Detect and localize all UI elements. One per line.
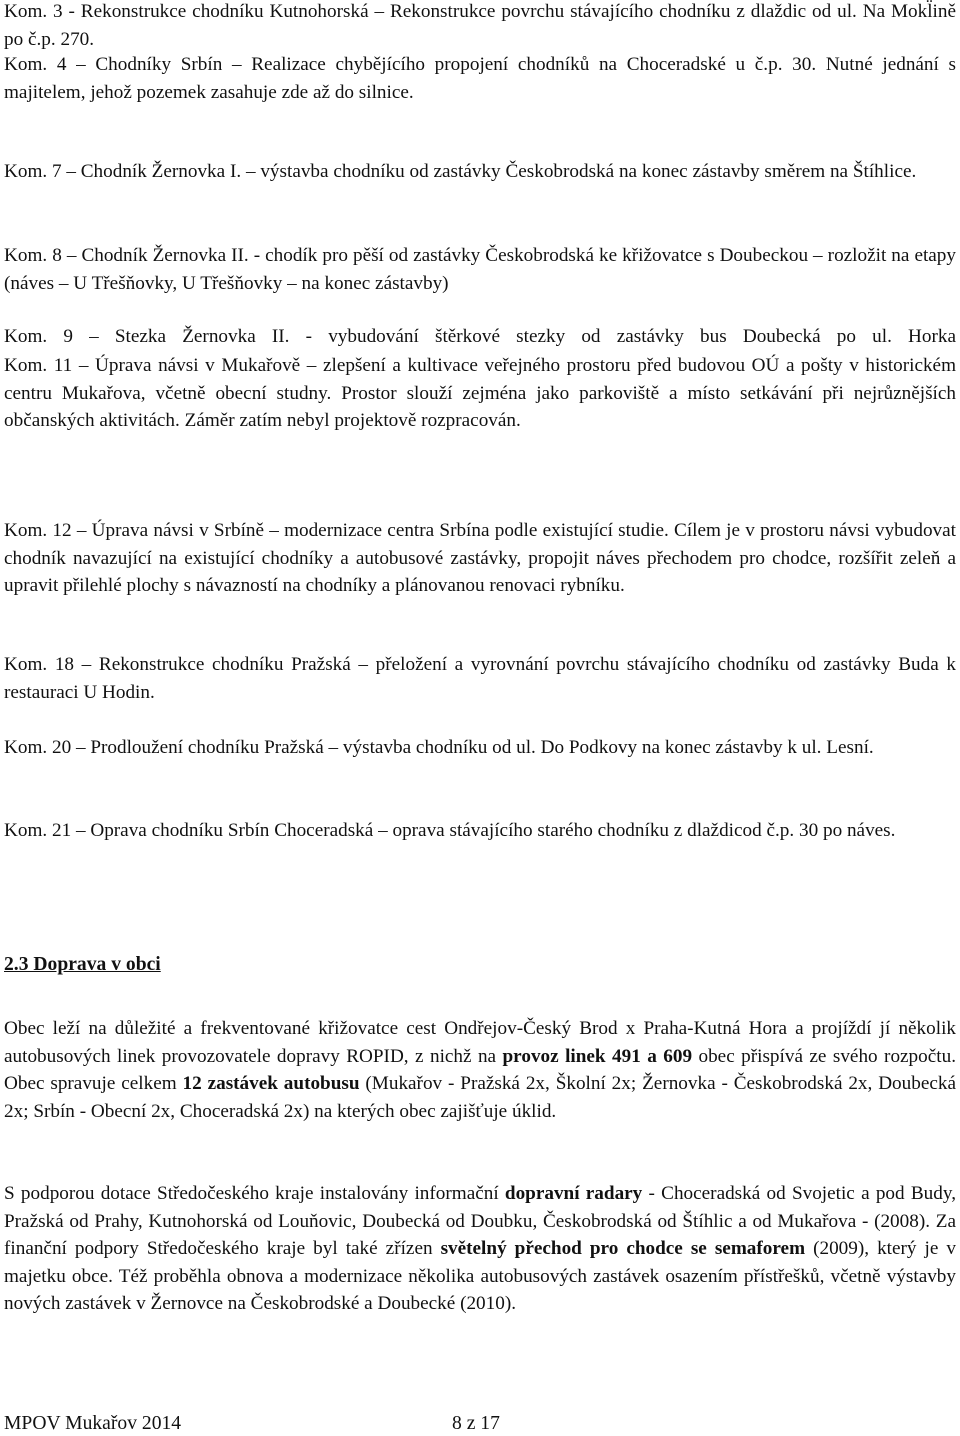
section-heading: 2.3 Doprava v obci xyxy=(4,954,161,975)
item-kom-4: Kom. 4 – Chodníky Srbín – Realizace chybějícího propojení chodníků na Choceradské u č.p. 30. Nutné jednání s majitelem, jehož pozemek zasahuje zde až do silnice. xyxy=(4,54,956,103)
page-footer xyxy=(4,1412,500,1436)
item-kom-11: Kom. 11 – Úprava návsi v Mukařově – zlepšení a kultivace veřejného prostoru před budovou OÚ a pošty v historickém centru Mukařova, včetně obecní studny. Prostor slouží zejména jako parkoviště a místo setkávání při nejrůznějších občanských aktivitách. Záměr zatím nebyl projektově rozpracován. xyxy=(4,355,956,432)
p1-text-d: (Mukařov - Pražská 2x, Školní 2x; Žernovka - Českobrodská 2x, Doubecká 2x; Srbín - Obecní 2x, Choceradská 2x) na kterých obec zajišťuje úklid. xyxy=(4,1073,956,1122)
p2-bold-crossing: světelný přechod pro chodce se semaforem xyxy=(440,1238,806,1260)
section-paragraph-2 xyxy=(4,1180,956,1318)
section-paragraph-1 xyxy=(4,1015,956,1125)
p2-text-a: S podporou dotace Středočeského kraje instalovány informační xyxy=(4,1183,505,1204)
p1-text-a: Obec leží na důležité a frekventované křižovatce cest Ondřejov-Český Brod x Praha-Kutná Hora a projíždí jí několik autobusových linek provozovatele dopravy ROPID, z nichž na xyxy=(4,1018,956,1067)
p2-text-d: (2009), který je v majetku obce. Též proběhla obnova a modernizace několika autobusových zastávek osazením přístřešků, včetně výstavby nových zastávek v Žernovce na Českobrodské a Doubecké (2010). xyxy=(4,1238,956,1315)
item-kom-7: Kom. 7 – Chodník Žernovka I. – výstavba chodníku od zastávky Českobrodská na konec zástavby směrem na Štíhlice. xyxy=(4,161,917,182)
p2-text-c: - Choceradská od Svojetic a pod Budy, Pražská od Prahy, Kutnohorská od Louňovic, Doubecká od Doubku, Českobrodská od Štíhlic a od Mukařova - (2008). Za finanční podpory Středočeského kraje byl také zřízen xyxy=(4,1183,956,1260)
item-kom-3: Kom. 3 - Rekonstrukce chodníku Kutnohorská – Rekonstrukce povrchu stávajícího chodníku z dlaždic od ul. Na Mokl̈ině po č.p. 270. xyxy=(4,1,956,50)
item-kom-20: Kom. 20 – Prodloužení chodníku Pražská – výstavba chodníku od ul. Do Podkovy na konec zástavby k ul. Lesní. xyxy=(4,737,874,758)
item-kom-21: Kom. 21 – Oprava chodníku Srbín Choceradská – oprava stávajícího starého chodníku z dlaždicod č.p. 30 po náves. xyxy=(4,820,896,841)
p2-bold-radars: dopravní radary xyxy=(504,1183,643,1204)
p1-bold-stops: 12 zastávek autobusu xyxy=(182,1073,360,1095)
item-kom-9: Kom. 9 – Stezka Žernovka II. - vybudování štěrkové stezky od zastávky bus Doubecká po ul. Horka xyxy=(4,326,956,347)
footer-title: MPOV Mukařov 2014 xyxy=(4,1413,182,1434)
item-kom-18: Kom. 18 – Rekonstrukce chodníku Pražská – přeložení a vyrovnání povrchu stávajícího chodníku od zastávky Buda k restauraci U Hodin. xyxy=(4,654,956,703)
p1-bold-lines: provoz linek 491 a 609 xyxy=(502,1045,693,1067)
p1-text-c: obec přispívá ze svého rozpočtu. Obec spravuje celkem xyxy=(4,1045,956,1095)
item-kom-8: Kom. 8 – Chodník Žernovka II. - chodík pro pěší od zastávky Českobrodská ke křižovatce s Doubeckou – rozložit na etapy (náves – U Třešňovky, U Třešňovky – na konec zástavby) xyxy=(4,245,956,294)
item-kom-12: Kom. 12 – Úprava návsi v Srbíně – modernizace centra Srbína podle existující studie. Cílem je v prostoru návsi vybudovat chodník navazující na existující chodníky a autobusové zastávky, propojit náves přechodem pro chodce, rozšířit zeleň a upravit přilehlé plochy s návazností na chodníky a plánovanou renovaci rybníku. xyxy=(4,520,956,597)
footer-page-number: 8 z 17 xyxy=(452,1413,500,1434)
